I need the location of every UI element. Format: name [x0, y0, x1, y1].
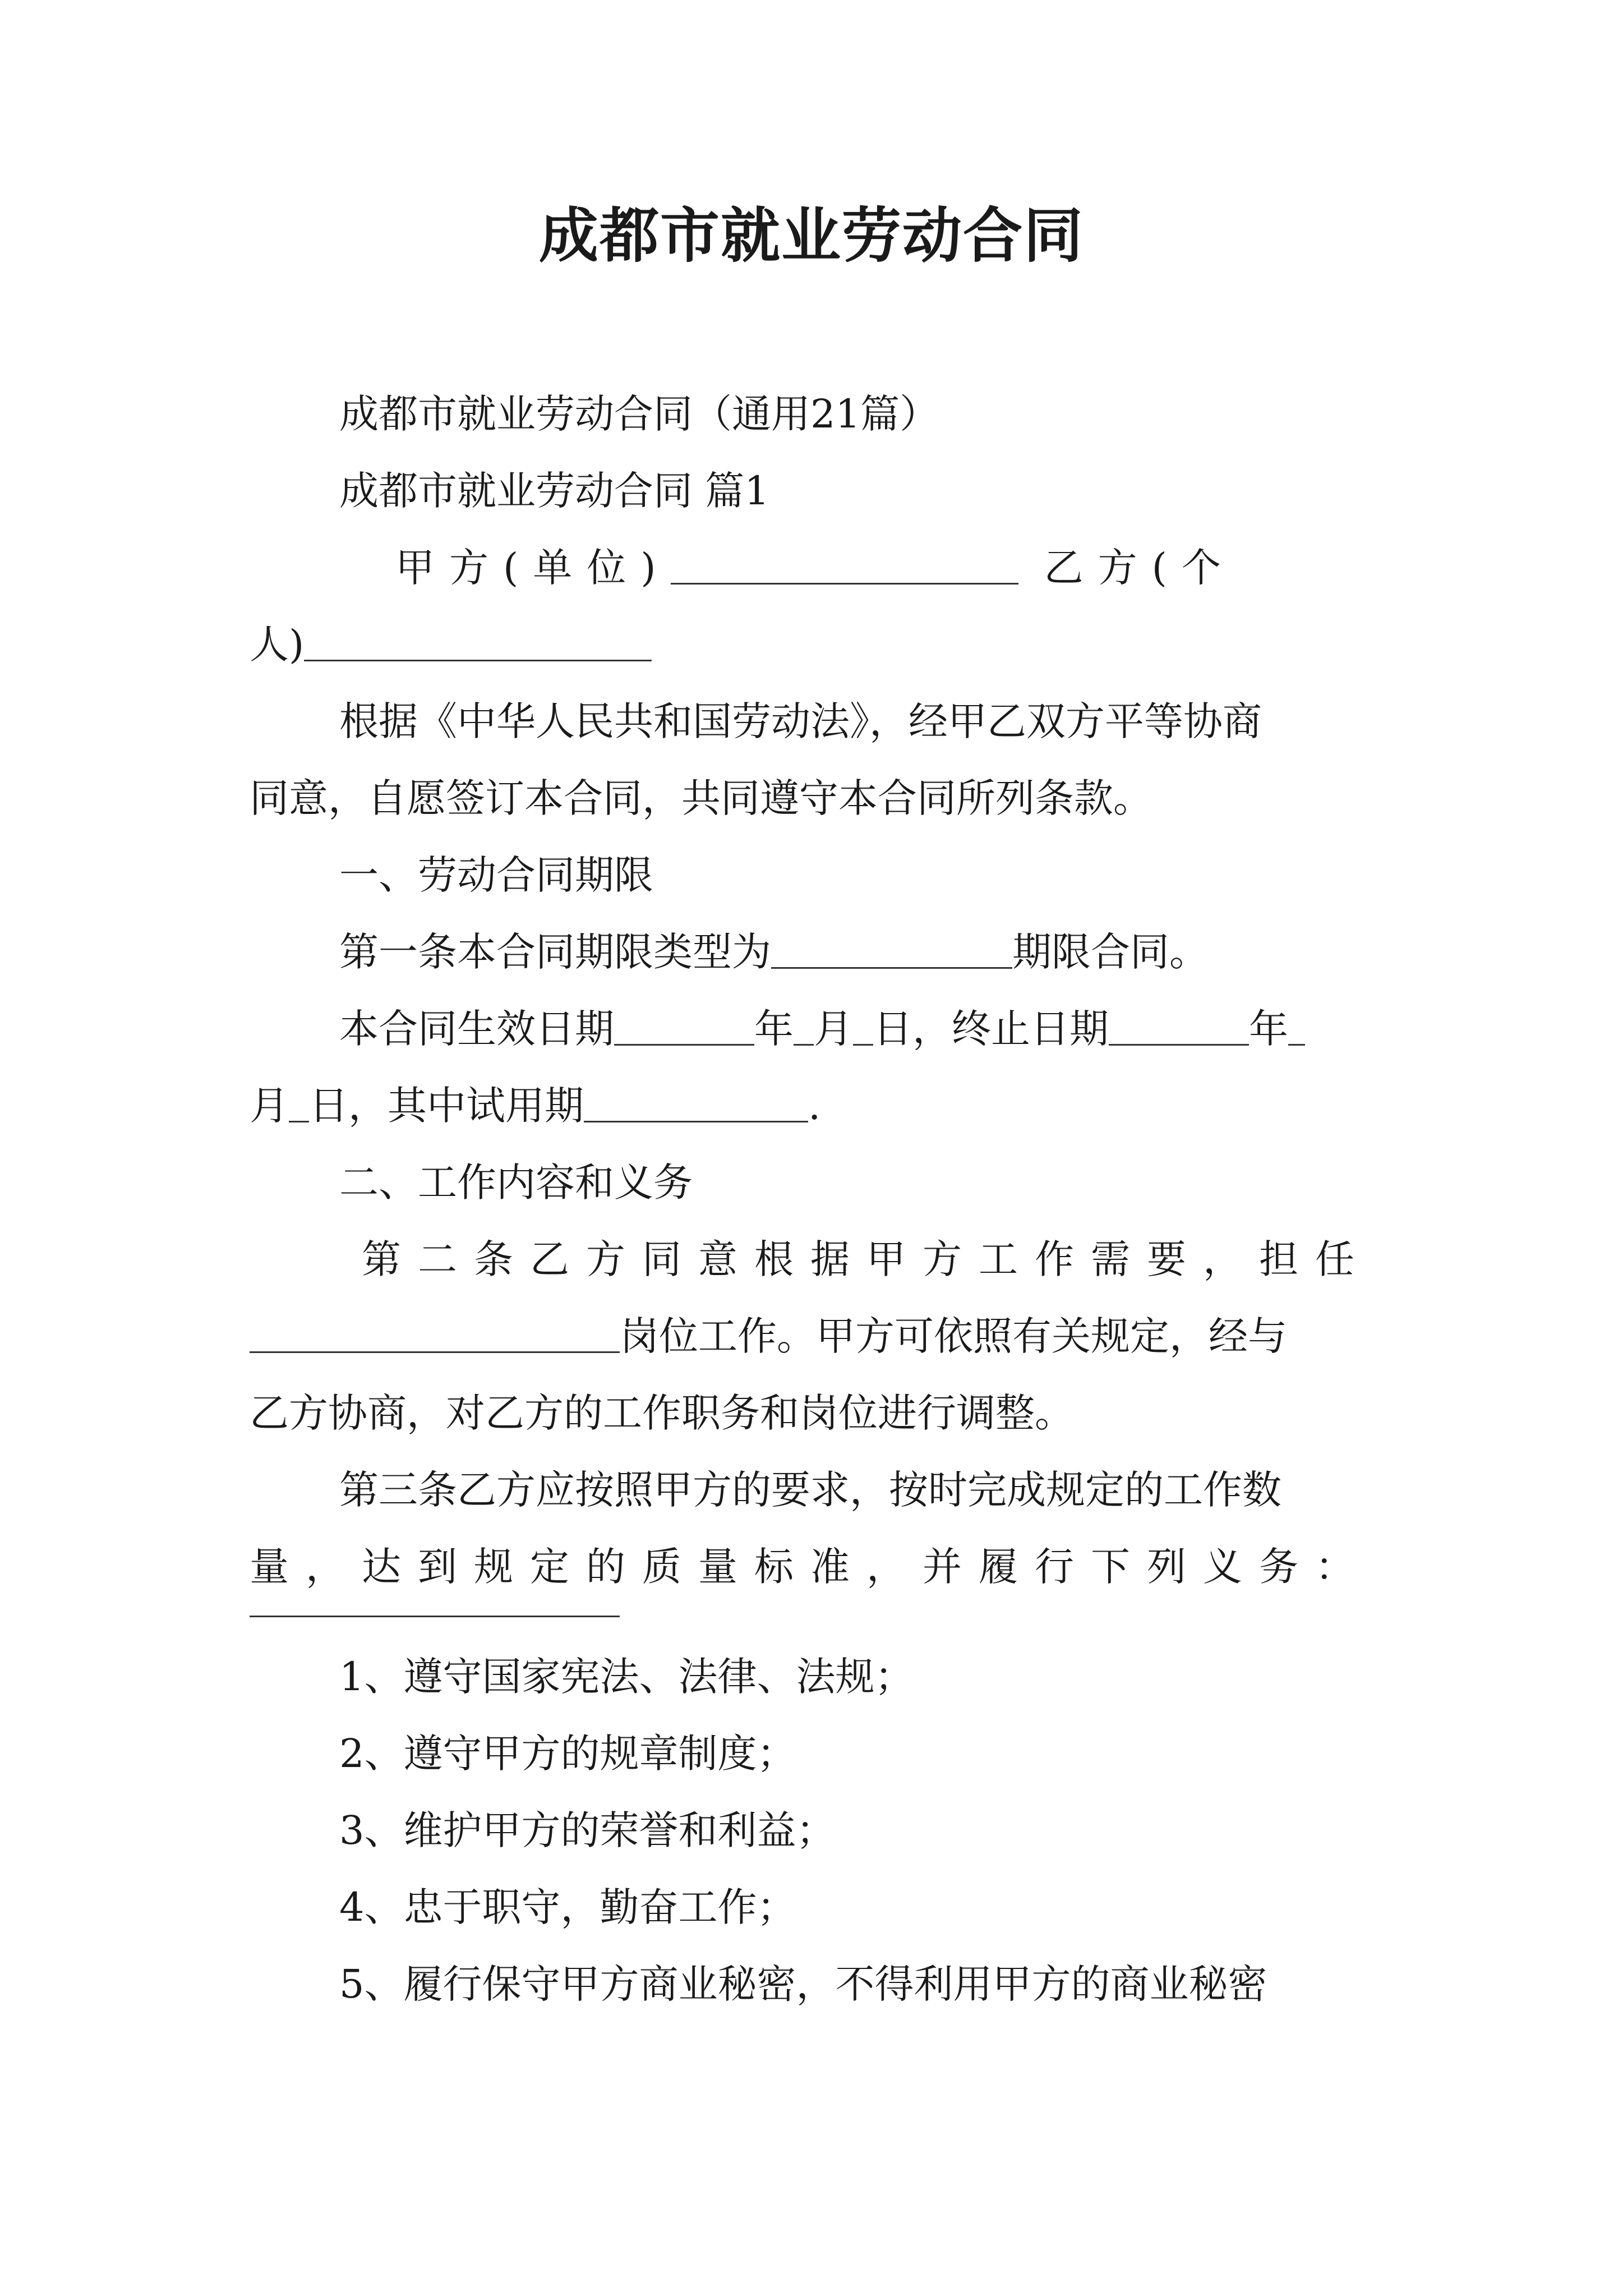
- probation-label: 日，其中试用期: [309, 1083, 584, 1129]
- article-2-line-2: [250, 1298, 1391, 1375]
- section-heading-duties: 二、工作内容和义务: [339, 1159, 693, 1205]
- section-heading-part-1: 成都市就业劳动合同 篇1: [339, 468, 769, 514]
- article-1-text-end: 期限合同。: [1012, 929, 1209, 975]
- effective-date-label: 本合同生效日期: [339, 1006, 614, 1052]
- document-body: [250, 376, 1391, 2023]
- article-3-line-2: 量，达到规定的质量标准，并履行下列义务：: [250, 1544, 1371, 1590]
- party-b-label: 乙方(个: [1044, 545, 1235, 591]
- end-month-label: 月: [250, 1083, 289, 1129]
- party-line-continued: [250, 606, 1391, 683]
- article-3-line-1: 第三条乙方应按照甲方的要求，按时完成规定的工作数: [339, 1467, 1281, 1513]
- article-2-line-2-text: 岗位工作。甲方可依照有关规定，经与: [620, 1313, 1287, 1359]
- article-1-line: [250, 914, 1391, 991]
- party-b-blank: [304, 623, 652, 661]
- article-2-line-1: 第二条乙方同意根据甲方工作需要，担任: [362, 1236, 1371, 1282]
- article-1-text: 第一条本合同期限类型为: [339, 929, 771, 975]
- end-year-blank: [1109, 1007, 1249, 1046]
- duties-blank-line: [250, 1616, 620, 1617]
- probation-blank: [584, 1084, 808, 1122]
- preamble-line-2: 同意，自愿签订本合同，共同遵守本合同所列条款。: [250, 775, 1152, 821]
- section-heading-term: 一、劳动合同期限: [339, 852, 653, 898]
- year-label: 年: [754, 1006, 794, 1052]
- month-label: 月: [814, 1006, 853, 1052]
- start-year-blank: [614, 1007, 754, 1046]
- contract-type-blank: [771, 930, 1012, 969]
- document-title: 成都市就业劳动合同: [539, 200, 1084, 270]
- collection-title: 成都市就业劳动合同（通用21篇）: [339, 391, 939, 437]
- party-line: [250, 530, 1391, 606]
- end-day-blank: [289, 1084, 309, 1122]
- duty-item-4: 4、忠于职守，勤奋工作；: [339, 1884, 796, 1930]
- party-b-label-end: 人): [250, 622, 305, 668]
- party-a-blank: [671, 546, 1018, 585]
- end-date-label: 日，终止日期: [873, 1006, 1109, 1052]
- party-a-label: 甲方(单位): [395, 545, 671, 591]
- duty-item-3: 3、维护甲方的荣誉和利益；: [339, 1807, 836, 1853]
- end-month-blank: [1288, 1007, 1305, 1046]
- preamble-line-1: 根据《中华人民共和国劳动法》，经甲乙双方平等协商: [339, 698, 1262, 744]
- start-month-blank: [794, 1007, 814, 1046]
- article-2-line-3: 乙方协商，对乙方的工作职务和岗位进行调整。: [250, 1390, 1074, 1436]
- probation-line: [250, 1068, 1391, 1144]
- start-day-blank: [853, 1007, 873, 1046]
- effective-date-line: [250, 991, 1391, 1068]
- end-year-label: 年: [1249, 1006, 1288, 1052]
- position-blank: [250, 1314, 620, 1353]
- probation-period-mark: .: [808, 1083, 821, 1129]
- duty-item-1: 1、遵守国家宪法、法律、法规；: [339, 1654, 914, 1700]
- duty-item-5: 5、履行保守甲方商业秘密，不得利用甲方的商业秘密: [339, 1961, 1267, 2007]
- duty-item-2: 2、遵守甲方的规章制度；: [339, 1731, 796, 1777]
